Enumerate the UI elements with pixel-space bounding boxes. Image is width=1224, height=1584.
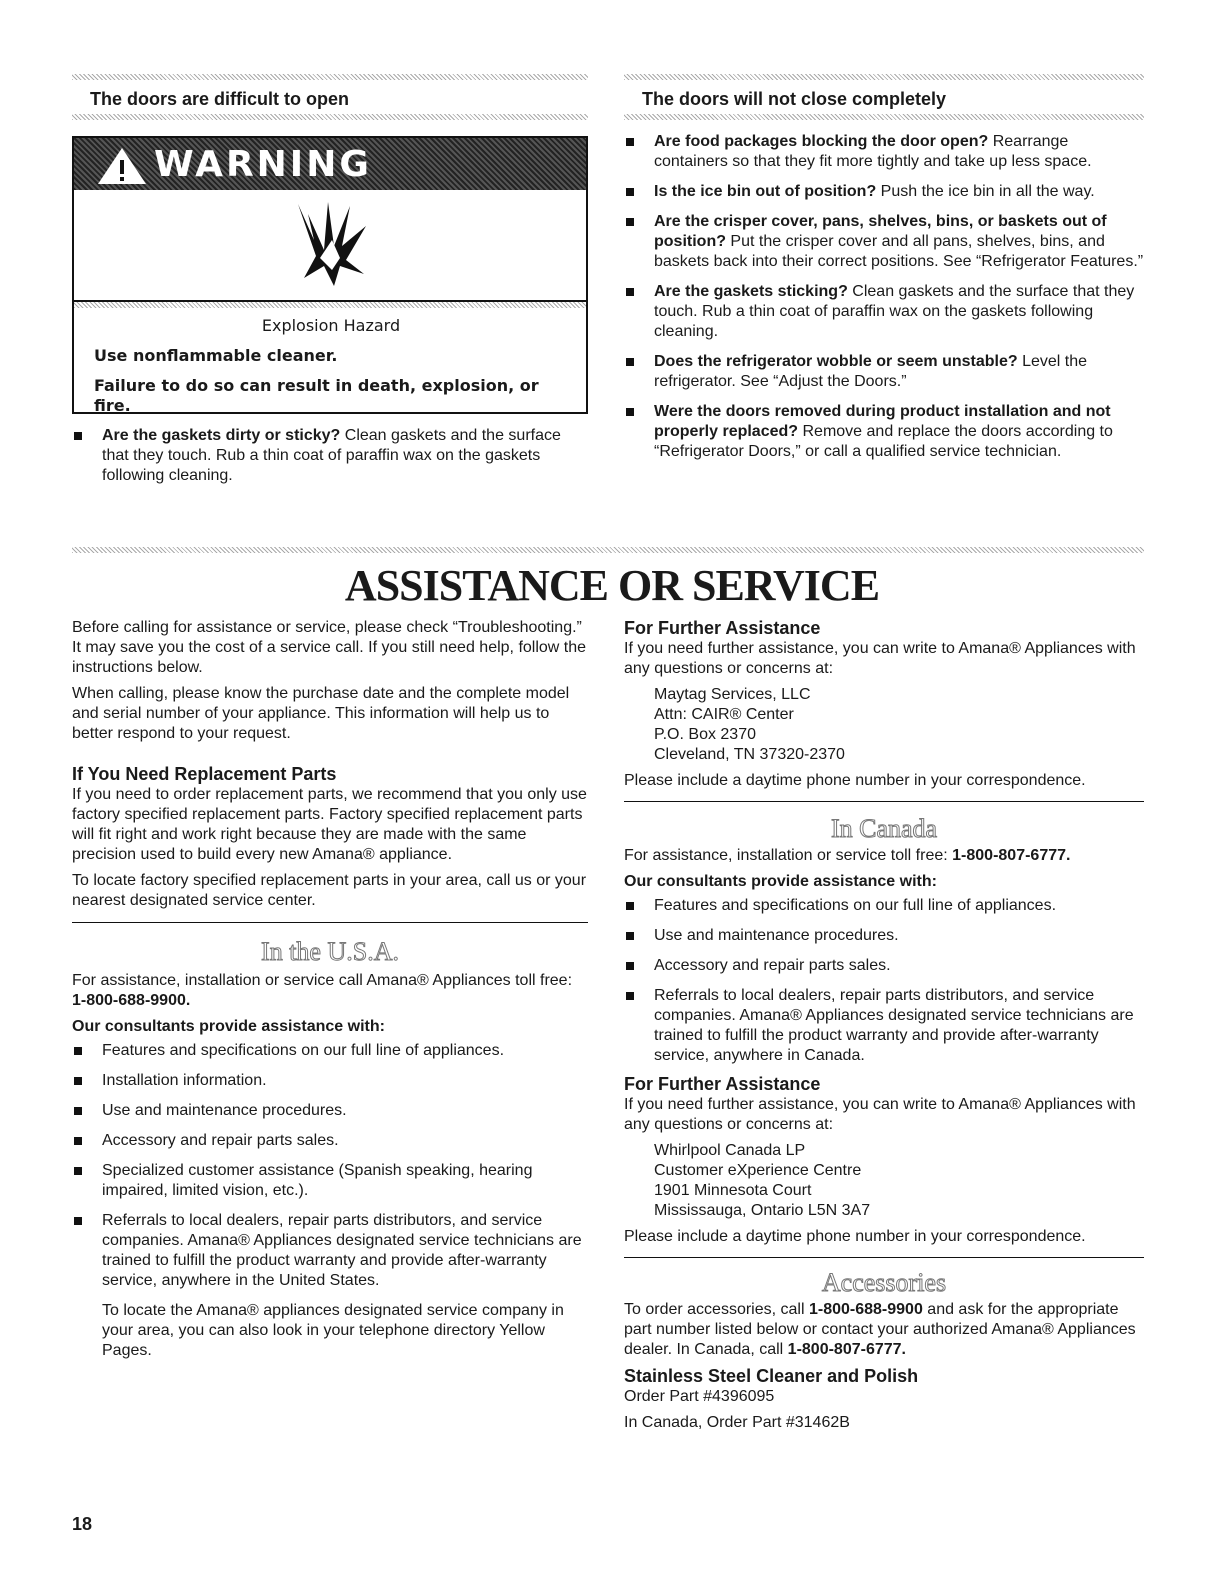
bullet-icon <box>626 962 634 970</box>
bullet-icon <box>74 432 82 440</box>
bullet-question: Were the doors removed during product installation and not properly replaced? <box>654 403 1111 440</box>
divider <box>624 801 1144 802</box>
replacement-parts-heading: If You Need Replacement Parts <box>72 764 337 784</box>
item-text: Specialized customer assistance (Spanish speaking, hearing impaired, limited vision, etc.). <box>102 1162 533 1199</box>
address-line: Mississauga, Ontario L5N 3A7 <box>654 1202 871 1219</box>
item-text: Features and specifications on our full line of appliances. <box>102 1042 505 1059</box>
list-item <box>72 1071 588 1091</box>
usa-text: For assistance, installation or service call Amana® Appliances toll free: <box>72 972 573 989</box>
canada-phone: 1-800-807-6777. <box>952 847 1071 864</box>
bullet-question: Are food packages blocking the door open? <box>654 133 989 150</box>
page-number: 18 <box>72 1514 93 1534</box>
bullet-icon <box>74 1167 82 1175</box>
usa-contact-text <box>72 971 588 1011</box>
list-item <box>624 182 1144 202</box>
item-text: Accessory and repair parts sales. <box>102 1132 339 1149</box>
bullet-icon <box>626 218 634 226</box>
doors-close-section <box>624 74 1144 462</box>
bullet-text: Clean gaskets and the surface that they touch. Rub a thin coat of paraffin wax on the gaskets following cleaning. <box>102 427 561 484</box>
warning-symbol-area <box>74 190 586 302</box>
item-text: Use and maintenance procedures. <box>102 1102 347 1119</box>
usa-phone: 1-800-688-9900. <box>72 992 191 1009</box>
further-assistance-heading: For Further Assistance <box>624 618 821 638</box>
intro-paragraph: Before calling for assistance or service, please check “Troubleshooting.” It may save you the cost of a service call. If you still need help, follow the instructions below. <box>72 619 587 676</box>
warning-line: Failure to do so can result in death, explosion, or fire. <box>94 376 539 415</box>
assistance-left-column <box>72 618 588 1361</box>
bullet-text: Clean gaskets and the surface that they touch. Rub a thin coat of paraffin wax on the gaskets following cleaning. <box>654 283 1135 340</box>
list-item <box>72 1211 588 1291</box>
warning-header <box>74 138 586 190</box>
address-line: 1901 Minnesota Court <box>654 1182 812 1199</box>
bullet-icon <box>626 358 634 366</box>
bullet-question: Are the crisper cover, pans, shelves, bins, or baskets out of position? <box>654 213 1107 250</box>
divider <box>72 114 588 120</box>
bullet-icon <box>626 188 634 196</box>
bullet-icon <box>626 932 634 940</box>
consultants-label: Our consultants provide assistance with: <box>624 873 937 890</box>
item-text: Referrals to local dealers, repair parts distributors, and service companies. Amana® Appliances designated service technicians are trained to fulfill the product warranty and provide after-warranty service, anywhere in Canada. <box>654 987 1134 1064</box>
bullet-text: Push the ice bin in all the way. <box>876 183 1095 200</box>
list-item <box>624 926 1144 946</box>
warning-triangle-icon <box>96 146 148 186</box>
correspondence-note: Please include a daytime phone number in your correspondence. <box>624 772 1086 789</box>
doors-difficult-section <box>72 74 588 120</box>
bullet-text: Put the crisper cover and all pans, shelves, bins, and baskets back into their correct positions. See “Refrigerator Features.” <box>654 233 1144 270</box>
assistance-right-column <box>624 618 1144 1433</box>
accessories-phone: 1-800-807-6777. <box>787 1341 906 1358</box>
address-line: Customer eXperience Centre <box>654 1162 862 1179</box>
section-heading: The doors will not close completely <box>642 89 947 109</box>
address-line: Attn: CAIR® Center <box>654 706 794 723</box>
correspondence-note: Please include a daytime phone number in your correspondence. <box>624 1228 1086 1245</box>
usa-heading: In the U.S.A. <box>261 937 399 966</box>
bullet-icon <box>74 1107 82 1115</box>
bullet-question: Is the ice bin out of position? <box>654 183 877 200</box>
bullet-question: Are the gaskets sticking? <box>654 283 848 300</box>
accessories-text-part: To order accessories, call <box>624 1301 809 1318</box>
parts-paragraph: If you need to order replacement parts, we recommend that you only use factory specified replacement parts. Factory specified replacement parts will fit right and work right because they are made with the same precision used to build every new Amana® appliance. <box>72 786 587 863</box>
bullet-icon <box>626 408 634 416</box>
bullet-icon <box>626 138 634 146</box>
intro-paragraph: When calling, please know the purchase date and the complete model and serial number of your appliance. This information will help us to better respond to your request. <box>72 685 570 742</box>
further-assistance-text: If you need further assistance, you can write to Amana® Appliances with any questions or concerns at: <box>624 1096 1136 1133</box>
parts-paragraph: To locate factory specified replacement parts in your area, call us or your nearest designated service center. <box>72 872 587 909</box>
address-line: Maytag Services, LLC <box>654 686 811 703</box>
item-text: Use and maintenance procedures. <box>654 927 899 944</box>
bullet-text: Level the refrigerator. See “Adjust the Doors.” <box>654 353 1088 390</box>
bullet-question: Does the refrigerator wobble or seem unstable? <box>654 353 1018 370</box>
warning-line: Use nonflammable cleaner. <box>94 346 338 365</box>
part-number: Order Part #4396095 <box>624 1388 775 1405</box>
list-item <box>624 352 1144 392</box>
warning-box <box>72 136 588 414</box>
accessories-text-part: and ask for the appropriate part number listed below or contact your authorized Amana® Appliances dealer. In Canada, call <box>624 1301 1136 1358</box>
bullet-icon <box>74 1217 82 1225</box>
bullet-icon <box>626 902 634 910</box>
list-item <box>72 1101 588 1121</box>
item-text: Installation information. <box>102 1072 267 1089</box>
bullet-icon <box>74 1077 82 1085</box>
warning-label: WARNING <box>154 144 372 185</box>
further-assistance-heading: For Further Assistance <box>624 1074 821 1094</box>
list-item <box>72 1161 588 1201</box>
list-item <box>624 402 1144 462</box>
canada-text: For assistance, installation or service toll free: <box>624 847 953 864</box>
accessories-phone: 1-800-688-9900 <box>808 1301 923 1318</box>
part-number-canada: In Canada, Order Part #31462B <box>624 1414 850 1431</box>
accessories-heading: Accessories <box>821 1268 947 1297</box>
page-title: ASSISTANCE OR SERVICE <box>344 561 880 610</box>
explosion-icon <box>294 200 370 290</box>
address-line: P.O. Box 2370 <box>654 726 756 743</box>
divider <box>624 114 1144 120</box>
list-item <box>72 426 588 486</box>
list-item <box>624 956 1144 976</box>
list-item <box>624 986 1144 1066</box>
canada-contact-text <box>624 846 1144 866</box>
bullet-icon <box>74 1047 82 1055</box>
address-line: Cleveland, TN 37320-2370 <box>654 746 845 763</box>
divider <box>72 547 1144 553</box>
bullet-icon <box>74 1137 82 1145</box>
divider <box>624 1257 1144 1258</box>
address-line: Whirlpool Canada LP <box>654 1142 806 1159</box>
list-item <box>624 896 1144 916</box>
item-text: Features and specifications on our full line of appliances. <box>654 897 1057 914</box>
item-text: Accessory and repair parts sales. <box>654 957 891 974</box>
bullet-text: Rearrange containers so that they fit more tightly and take up less space. <box>654 133 1092 170</box>
list-item <box>72 1131 588 1151</box>
canada-heading: In Canada <box>830 814 938 843</box>
cleaner-heading: Stainless Steel Cleaner and Polish <box>624 1366 919 1386</box>
section-heading: The doors are difficult to open <box>90 89 350 109</box>
item-text: Referrals to local dealers, repair parts distributors, and service companies. Amana® Appliances designated service technicians are trained to fulfill the product warranty and provide after-warranty service, anywhere in the United States. <box>102 1212 582 1289</box>
divider <box>72 922 588 923</box>
list-item <box>624 282 1144 342</box>
bullet-icon <box>626 992 634 1000</box>
list-item <box>624 212 1144 272</box>
hazard-title: Explosion Hazard <box>261 316 401 335</box>
locate-paragraph: To locate the Amana® appliances designated service company in your area, you can also look in your telephone directory Yellow Pages. <box>102 1302 564 1359</box>
bullet-text: Remove and replace the doors according to “Refrigerator Doors,” or call a qualified service technician. <box>654 423 1113 460</box>
gaskets-bullet <box>72 426 588 486</box>
list-item <box>624 132 1144 172</box>
list-item <box>72 1041 588 1061</box>
accessories-text <box>624 1300 1144 1360</box>
further-assistance-text: If you need further assistance, you can write to Amana® Appliances with any questions or concerns at: <box>624 640 1136 677</box>
bullet-question: Are the gaskets dirty or sticky? <box>102 427 341 444</box>
bullet-icon <box>626 288 634 296</box>
consultants-label: Our consultants provide assistance with: <box>72 1018 385 1035</box>
